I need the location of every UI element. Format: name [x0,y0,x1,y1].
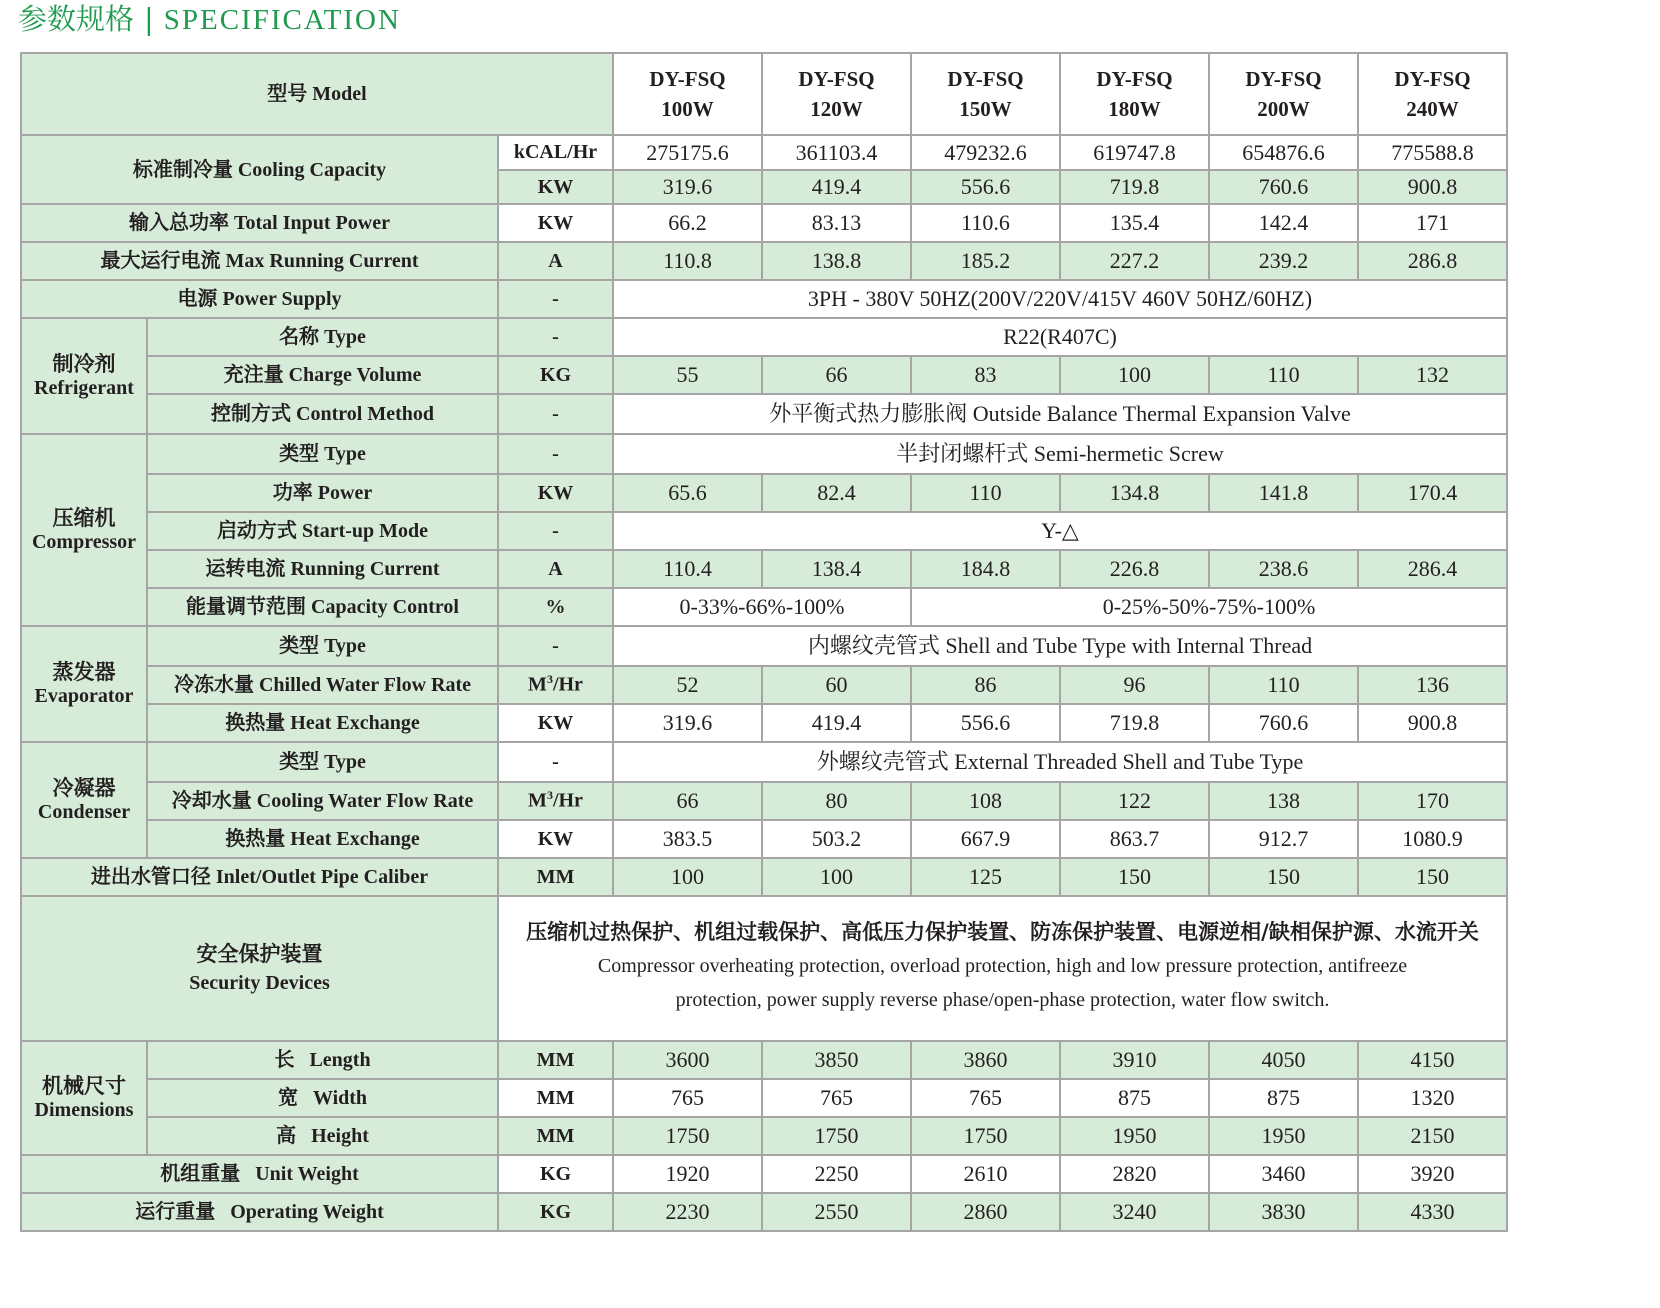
label-cn: 类型 [279,633,320,657]
refrigerant-section-label [21,318,147,434]
label-cn: 换热量 [225,826,286,850]
value-cell: 2230 [613,1193,762,1231]
model-label-cn: 型号 [267,81,308,105]
value-cn: 内螺纹壳管式 [807,633,940,659]
model-cell [762,53,911,135]
unit-weight-row [21,1155,1507,1193]
value-cell: 170 [1358,782,1507,820]
condenser-type-value [613,742,1507,782]
startup-mode-value: Y-△ [613,512,1507,550]
capacity-control-value-b: 0-25%-50%-75%-100% [911,588,1507,626]
security-devices-label [21,896,498,1041]
unit-base: M [528,673,547,696]
value-cell: 100 [1060,356,1209,394]
width-row [21,1079,1507,1117]
value-cell: 227.2 [1060,242,1209,280]
width-label [147,1079,498,1117]
unit-cell: - [498,626,613,666]
unit-cell: A [498,550,613,588]
compressor-power-row [21,474,1507,512]
value-cell: 2250 [762,1155,911,1193]
power-supply-row [21,280,1507,318]
unit-cell: - [498,512,613,550]
value-cell: 556.6 [911,170,1060,204]
height-row [21,1117,1507,1155]
label-en: Cooling Water Flow Rate [256,790,474,812]
value-cell: 66 [762,356,911,394]
value-cell: 1320 [1358,1079,1507,1117]
value-cell: 3850 [762,1041,911,1079]
value-cell: 319.6 [613,170,762,204]
compressor-type-row [21,434,1507,474]
label-en: Length [309,1049,371,1071]
value-cell: 286.4 [1358,550,1507,588]
compressor-type-label [147,434,498,474]
unit-base: M [528,789,547,812]
unit-cell: KG [498,356,613,394]
power-supply-value: 3PH - 380V 50HZ(200V/220V/415V 460V 50HZ/60HZ) [613,280,1507,318]
value-cell: 619747.8 [1060,135,1209,170]
label-cn: 功率 [272,480,313,504]
value-cell: 86 [911,666,1060,704]
evaporator-type-value [613,626,1507,666]
label-cn: 启动方式 [216,518,297,542]
label-en: Power [317,482,373,504]
label-cn: 运行重量 [135,1199,216,1223]
model-cell [613,53,762,135]
startup-mode-row [21,512,1507,550]
value-cell: 719.8 [1060,704,1209,742]
value-cell: 110.4 [613,550,762,588]
value-cell: 760.6 [1209,704,1358,742]
value-cell: 138.8 [762,242,911,280]
startup-mode-label [147,512,498,550]
model-series: DY-FSQ [649,66,726,91]
security-devices-value [498,896,1507,1041]
refrigerant-type-value: R22(R407C) [613,318,1507,356]
section-label-en: Refrigerant [34,376,134,399]
value-cell: 132 [1358,356,1507,394]
value-cell: 110 [1209,356,1358,394]
length-row [21,1041,1507,1079]
dimensions-section-label [21,1041,147,1155]
value-cell: 171 [1358,204,1507,242]
model-code: 150W [959,97,1012,121]
label-en: Type [324,443,366,465]
value-cell: 760.6 [1209,170,1358,204]
condenser-heat-exchange-label [147,820,498,858]
value-en: External Threaded Shell and Tube Type [954,748,1304,774]
model-cell [1060,53,1209,135]
value-cell: 2820 [1060,1155,1209,1193]
label-cn: 冷却水量 [171,788,252,812]
label-en: Height [311,1125,369,1147]
value-cell: 66.2 [613,204,762,242]
label-cn: 长 [274,1047,295,1071]
value-cell: 96 [1060,666,1209,704]
label-cn: 能量调节范围 [186,594,307,618]
label-cn: 冷冻水量 [173,672,254,696]
running-current-label [147,550,498,588]
unit-cell: A [498,242,613,280]
evaporator-type-row [21,626,1507,666]
control-method-label [147,394,498,434]
label-en: Security Devices [189,972,330,995]
value-cell: 1750 [762,1117,911,1155]
value-cell: 503.2 [762,820,911,858]
label-cn: 安全保护装置 [196,941,323,966]
security-value-cn: 压缩机过热保护、机组过载保护、高低压力保护装置、防冻保护装置、电源逆相/缺相保护源、水流开关 [526,920,1479,945]
value-cell: 141.8 [1209,474,1358,512]
value-cell: 3460 [1209,1155,1358,1193]
model-code: 200W [1257,97,1310,121]
value-cell: 150 [1358,858,1507,896]
label-cn: 充注量 [223,362,284,386]
value-cell: 4150 [1358,1041,1507,1079]
value-cell: 82.4 [762,474,911,512]
unit-cell: MM [498,1117,613,1155]
label-en: Type [324,751,366,773]
section-label-en: Condenser [37,800,131,823]
unit-cell: KG [498,1193,613,1231]
label-en: Type [324,635,366,657]
unit-cell: % [498,588,613,626]
value-cell: 1950 [1209,1117,1358,1155]
power-supply-label [21,280,498,318]
label-cn: 最大运行电流 [100,248,221,272]
value-cell: 134.8 [1060,474,1209,512]
title-separator: | [144,2,154,36]
label-cn: 控制方式 [211,401,292,425]
value-cell: 775588.8 [1358,135,1507,170]
value-cell: 138.4 [762,550,911,588]
unit-cell [498,666,613,704]
label-en: Capacity Control [311,596,459,618]
label-en: Running Current [290,558,440,580]
title-en: SPECIFICATION [163,4,401,36]
value-cell: 875 [1060,1079,1209,1117]
compressor-section-label [21,434,147,626]
label-en: Heat Exchange [290,828,420,850]
unit-cell: kCAL/Hr [498,135,613,170]
max-running-current-label [21,242,498,280]
model-series: DY-FSQ [1394,66,1471,91]
compressor-power-label [147,474,498,512]
model-code: 120W [810,97,863,121]
label-en: Charge Volume [288,364,422,386]
label-cn: 换热量 [225,710,286,734]
security-value-en-line2: protection, power supply reverse phase/open-phase protection, water flow switch. [675,988,1330,1011]
value-cell: 361103.4 [762,135,911,170]
value-cell: 184.8 [911,550,1060,588]
running-current-row [21,550,1507,588]
value-cell: 3830 [1209,1193,1358,1231]
value-cn: 外螺纹壳管式 [816,749,949,775]
unit-cell: KW [498,704,613,742]
label-cn: 高 [276,1123,297,1147]
label-en: Control Method [296,403,434,425]
label-en: Type [324,326,366,348]
height-label [147,1117,498,1155]
section-label-cn: 冷凝器 [52,776,116,801]
value-cell: 125 [911,858,1060,896]
model-cell [1209,53,1358,135]
charge-volume-label [147,356,498,394]
value-cell: 55 [613,356,762,394]
chilled-water-flow-row [21,666,1507,704]
value-cell: 135.4 [1060,204,1209,242]
unit-cell: - [498,742,613,782]
pipe-caliber-label [21,858,498,896]
label-en: Inlet/Outlet Pipe Caliber [215,866,429,888]
control-method-row [21,394,1507,434]
unit-cell: KG [498,1155,613,1193]
refrigerant-type-label [147,318,498,356]
section-label-cn: 机械尺寸 [42,1074,126,1099]
value-en: Outside Balance Thermal Expansion Valve [972,400,1351,426]
value-cn: 外平衡式热力膨胀阀 [769,401,968,427]
unit-cell: MM [498,1041,613,1079]
label-cn: 标准制冷量 [132,156,233,181]
value-cell: 2150 [1358,1117,1507,1155]
value-cell: 319.6 [613,704,762,742]
value-cell: 142.4 [1209,204,1358,242]
value-cell: 65.6 [613,474,762,512]
value-cell: 479232.6 [911,135,1060,170]
label-en: Operating Weight [230,1201,384,1223]
label-cn: 电源 [177,286,218,310]
value-cell: 66 [613,782,762,820]
model-series: DY-FSQ [798,66,875,91]
model-cell [911,53,1060,135]
value-cell: 138 [1209,782,1358,820]
unit-cell: - [498,434,613,474]
value-cell: 136 [1358,666,1507,704]
value-cell: 226.8 [1060,550,1209,588]
value-cell: 108 [911,782,1060,820]
value-cell: 1920 [613,1155,762,1193]
label-cn: 名称 [279,324,320,348]
value-cell: 1750 [613,1117,762,1155]
value-cell: 4330 [1358,1193,1507,1231]
label-en: Total Input Power [234,212,390,234]
value-cell: 3910 [1060,1041,1209,1079]
value-cell: 3920 [1358,1155,1507,1193]
cooling-capacity-row [21,135,1507,170]
value-cell: 719.8 [1060,170,1209,204]
unit-weight-label [21,1155,498,1193]
evaporator-type-label [147,626,498,666]
unit-cell: - [498,280,613,318]
capacity-control-value-a: 0-33%-66%-100% [613,588,911,626]
value-en: Semi-hermetic Screw [1033,440,1224,466]
evaporator-section-label [21,626,147,742]
unit-superscript: 3 [546,788,553,803]
security-value-en-line1: Compressor overheating protection, overload protection, high and low pressure protection, antifreeze [597,954,1408,977]
value-cell: 556.6 [911,704,1060,742]
value-cell: 150 [1060,858,1209,896]
unit-rest: /Hr [552,789,583,812]
value-cell: 100 [762,858,911,896]
value-cell: 3860 [911,1041,1060,1079]
value-cell: 3240 [1060,1193,1209,1231]
section-label-en: Evaporator [34,684,134,707]
label-en: Heat Exchange [290,712,420,734]
unit-cell: MM [498,1079,613,1117]
value-cell: 185.2 [911,242,1060,280]
operating-weight-row [21,1193,1507,1231]
unit-cell: - [498,318,613,356]
chilled-water-flow-label [147,666,498,704]
total-input-power-label [21,204,498,242]
section-label-en: Compressor [31,530,137,553]
value-cell: 83.13 [762,204,911,242]
section-label-cn: 压缩机 [52,506,116,531]
value-cell: 863.7 [1060,820,1209,858]
unit-cell: KW [498,474,613,512]
value-cell: 900.8 [1358,704,1507,742]
page-title [18,2,401,36]
unit-cell [498,782,613,820]
value-cell: 1750 [911,1117,1060,1155]
value-cell: 912.7 [1209,820,1358,858]
model-label-en: Model [312,83,367,105]
model-cell [1358,53,1507,135]
label-en: Cooling Capacity [237,158,387,181]
length-label [147,1041,498,1079]
cooling-water-flow-label [147,782,498,820]
total-input-power-row [21,204,1507,242]
value-cell: 100 [613,858,762,896]
refrigerant-type-row [21,318,1507,356]
value-cell: 1080.9 [1358,820,1507,858]
label-cn: 机组重量 [160,1161,241,1185]
value-cell: 2860 [911,1193,1060,1231]
charge-volume-row [21,356,1507,394]
value-cell: 239.2 [1209,242,1358,280]
condenser-heat-exchange-row [21,820,1507,858]
spec-table [20,52,1508,1232]
value-cell: 110 [911,474,1060,512]
value-cell: 765 [762,1079,911,1117]
label-cn: 宽 [277,1085,298,1109]
model-series: DY-FSQ [947,66,1024,91]
value-cell: 275175.6 [613,135,762,170]
value-cell: 654876.6 [1209,135,1358,170]
evaporator-heat-exchange-row [21,704,1507,742]
unit-cell: KW [498,170,613,204]
value-cell: 286.8 [1358,242,1507,280]
value-cell: 765 [613,1079,762,1117]
title-cn: 参数规格 [18,2,135,36]
unit-cell: - [498,394,613,434]
security-devices-row [21,896,1507,1041]
section-label-cn: 制冷剂 [52,352,116,377]
max-running-current-row [21,242,1507,280]
label-en: Chilled Water Flow Rate [258,674,472,696]
value-cell: 875 [1209,1079,1358,1117]
label-cn: 进出水管口径 [90,864,211,888]
unit-cell: MM [498,858,613,896]
value-cell: 3600 [613,1041,762,1079]
label-en: Power Supply [222,288,342,310]
label-cn: 运转电流 [205,556,286,580]
label-cn: 类型 [279,749,320,773]
value-cell: 122 [1060,782,1209,820]
value-cell: 170.4 [1358,474,1507,512]
unit-cell: KW [498,204,613,242]
value-cell: 1950 [1060,1117,1209,1155]
value-cell: 419.4 [762,170,911,204]
evaporator-heat-exchange-label [147,704,498,742]
model-code: 100W [661,97,714,121]
unit-superscript: 3 [546,672,553,687]
model-header-cell [21,53,613,135]
value-cell: 52 [613,666,762,704]
value-cell: 419.4 [762,704,911,742]
unit-rest: /Hr [552,673,583,696]
operating-weight-label [21,1193,498,1231]
value-cell: 110.6 [911,204,1060,242]
label-en: Width [312,1087,368,1109]
cooling-capacity-label [21,135,498,204]
model-series: DY-FSQ [1245,66,1322,91]
value-cell: 2550 [762,1193,911,1231]
value-cell: 765 [911,1079,1060,1117]
unit-cell: KW [498,820,613,858]
value-cell: 110 [1209,666,1358,704]
value-cell: 150 [1209,858,1358,896]
value-en: Shell and Tube Type with Internal Thread [945,632,1313,658]
value-cell: 60 [762,666,911,704]
section-label-cn: 蒸发器 [52,660,116,685]
condenser-section-label [21,742,147,858]
model-code: 240W [1406,97,1459,121]
control-method-value [613,394,1507,434]
label-cn: 类型 [279,441,320,465]
value-cell: 900.8 [1358,170,1507,204]
value-cell: 383.5 [613,820,762,858]
condenser-type-label [147,742,498,782]
condenser-type-row [21,742,1507,782]
value-cn: 半封闭螺杆式 [896,441,1029,467]
capacity-control-label [147,588,498,626]
compressor-type-value [613,434,1507,474]
capacity-control-row [21,588,1507,626]
value-cell: 238.6 [1209,550,1358,588]
label-en: Unit Weight [255,1163,359,1185]
value-cell: 4050 [1209,1041,1358,1079]
section-label-en: Dimensions [34,1098,134,1121]
label-cn: 输入总功率 [129,210,230,234]
value-cell: 83 [911,356,1060,394]
value-cell: 110.8 [613,242,762,280]
label-en: Max Running Current [225,250,419,272]
pipe-caliber-row [21,858,1507,896]
label-en: Start-up Mode [301,520,429,542]
cooling-water-flow-row [21,782,1507,820]
value-cell: 667.9 [911,820,1060,858]
value-cell: 2610 [911,1155,1060,1193]
model-series: DY-FSQ [1096,66,1173,91]
model-code: 180W [1108,97,1161,121]
value-cell: 80 [762,782,911,820]
header-row [21,53,1507,135]
